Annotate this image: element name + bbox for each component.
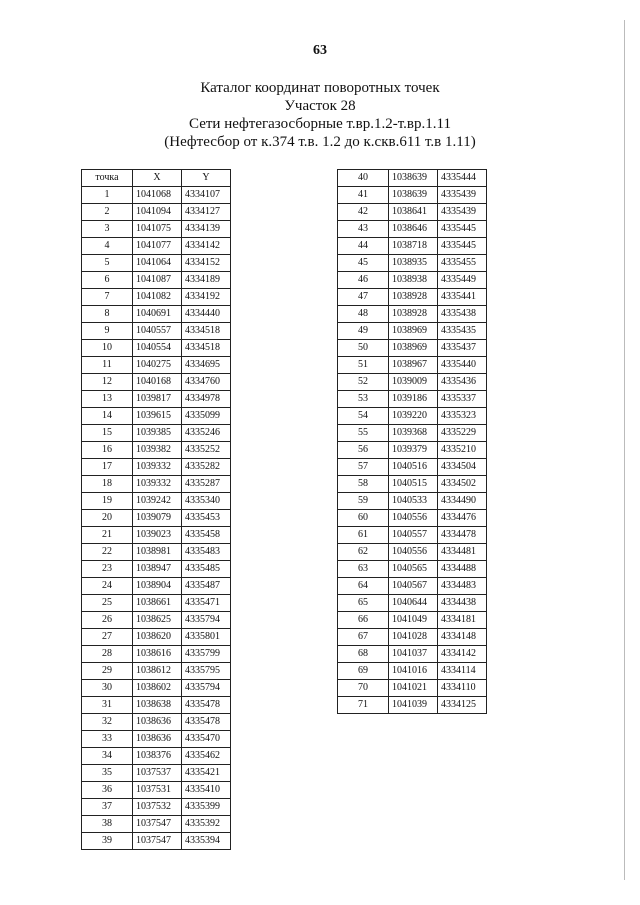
point-cell: 6 xyxy=(82,272,133,289)
point-cell: 2 xyxy=(82,204,133,221)
table-row xyxy=(338,459,487,476)
point-cell: 70 xyxy=(338,680,389,697)
point-cell: 10 xyxy=(82,340,133,357)
y-cell: 4334490 xyxy=(438,493,487,510)
x-cell: 1038612 xyxy=(133,663,182,680)
table-row xyxy=(82,714,231,731)
x-cell: 1039332 xyxy=(133,459,182,476)
y-cell: 4335421 xyxy=(182,765,231,782)
table-row xyxy=(82,323,231,340)
y-cell: 4335478 xyxy=(182,714,231,731)
point-cell: 62 xyxy=(338,544,389,561)
table-row xyxy=(82,442,231,459)
table-row xyxy=(82,833,231,850)
x-cell: 1038969 xyxy=(389,340,438,357)
x-cell: 1040556 xyxy=(389,544,438,561)
x-cell: 1038620 xyxy=(133,629,182,646)
x-cell: 1041077 xyxy=(133,238,182,255)
table-body-right xyxy=(338,170,487,714)
x-cell: 1040556 xyxy=(389,510,438,527)
x-cell: 1037547 xyxy=(133,816,182,833)
point-cell: 3 xyxy=(82,221,133,238)
y-cell: 4334139 xyxy=(182,221,231,238)
table-row xyxy=(82,374,231,391)
title-line: Сети нефтегазосборные т.вр.1.2-т.вр.1.11 xyxy=(189,116,451,132)
table-row xyxy=(338,391,487,408)
table-row xyxy=(338,629,487,646)
point-cell: 54 xyxy=(338,408,389,425)
x-cell: 1038969 xyxy=(389,323,438,340)
header-y: Y xyxy=(182,170,231,187)
y-cell: 4334107 xyxy=(182,187,231,204)
y-cell: 4334504 xyxy=(438,459,487,476)
y-cell: 4334114 xyxy=(438,663,487,680)
y-cell: 4335799 xyxy=(182,646,231,663)
point-cell: 32 xyxy=(82,714,133,731)
table-row xyxy=(82,272,231,289)
point-cell: 36 xyxy=(82,782,133,799)
y-cell: 4334152 xyxy=(182,255,231,272)
table-row xyxy=(82,510,231,527)
point-cell: 65 xyxy=(338,595,389,612)
x-cell: 1038646 xyxy=(389,221,438,238)
table-row xyxy=(338,374,487,391)
x-cell: 1039220 xyxy=(389,408,438,425)
y-cell: 4335441 xyxy=(438,289,487,306)
x-cell: 1041087 xyxy=(133,272,182,289)
page-number: 63 xyxy=(313,43,327,58)
point-cell: 28 xyxy=(82,646,133,663)
y-cell: 4334127 xyxy=(182,204,231,221)
y-cell: 4335462 xyxy=(182,748,231,765)
x-cell: 1038935 xyxy=(389,255,438,272)
x-cell: 1038947 xyxy=(133,561,182,578)
y-cell: 4335794 xyxy=(182,612,231,629)
x-cell: 1041028 xyxy=(389,629,438,646)
y-cell: 4334518 xyxy=(182,340,231,357)
x-cell: 1039332 xyxy=(133,476,182,493)
x-cell: 1038938 xyxy=(389,272,438,289)
y-cell: 4335444 xyxy=(438,170,487,187)
x-cell: 1040565 xyxy=(389,561,438,578)
y-cell: 4334695 xyxy=(182,357,231,374)
table-row xyxy=(338,578,487,595)
point-cell: 34 xyxy=(82,748,133,765)
point-cell: 37 xyxy=(82,799,133,816)
y-cell: 4335453 xyxy=(182,510,231,527)
table-row xyxy=(338,646,487,663)
y-cell: 4335229 xyxy=(438,425,487,442)
y-cell: 4335410 xyxy=(182,782,231,799)
point-cell: 44 xyxy=(338,238,389,255)
y-cell: 4334488 xyxy=(438,561,487,578)
table-row xyxy=(82,595,231,612)
y-cell: 4335436 xyxy=(438,374,487,391)
y-cell: 4335440 xyxy=(438,357,487,374)
table-row xyxy=(338,306,487,323)
point-cell: 43 xyxy=(338,221,389,238)
y-cell: 4335392 xyxy=(182,816,231,833)
x-cell: 1038981 xyxy=(133,544,182,561)
table-row xyxy=(82,340,231,357)
x-cell: 1038928 xyxy=(389,306,438,323)
x-cell: 1039023 xyxy=(133,527,182,544)
x-cell: 1038636 xyxy=(133,731,182,748)
x-cell: 1040168 xyxy=(133,374,182,391)
table-row xyxy=(82,544,231,561)
point-cell: 21 xyxy=(82,527,133,544)
table-row xyxy=(82,357,231,374)
x-cell: 1041082 xyxy=(133,289,182,306)
table-row xyxy=(82,289,231,306)
table-row xyxy=(338,595,487,612)
point-cell: 55 xyxy=(338,425,389,442)
point-cell: 33 xyxy=(82,731,133,748)
point-cell: 46 xyxy=(338,272,389,289)
y-cell: 4335210 xyxy=(438,442,487,459)
y-cell: 4335478 xyxy=(182,697,231,714)
x-cell: 1039379 xyxy=(389,442,438,459)
table-row xyxy=(82,408,231,425)
x-cell: 1040275 xyxy=(133,357,182,374)
point-cell: 17 xyxy=(82,459,133,476)
table-row xyxy=(338,663,487,680)
x-cell: 1038639 xyxy=(389,187,438,204)
y-cell: 4335337 xyxy=(438,391,487,408)
table-row xyxy=(82,493,231,510)
table-row xyxy=(338,255,487,272)
catalog-title xyxy=(0,79,640,151)
point-cell: 40 xyxy=(338,170,389,187)
y-cell: 4335483 xyxy=(182,544,231,561)
point-cell: 52 xyxy=(338,374,389,391)
table-row xyxy=(82,391,231,408)
title-line: Участок 28 xyxy=(284,98,356,114)
x-cell: 1040554 xyxy=(133,340,182,357)
x-cell: 1041075 xyxy=(133,221,182,238)
point-cell: 39 xyxy=(82,833,133,850)
coordinates-table-left xyxy=(81,169,231,850)
y-cell: 4335438 xyxy=(438,306,487,323)
point-cell: 30 xyxy=(82,680,133,697)
table-row xyxy=(82,816,231,833)
title-line: Каталог координат поворотных точек xyxy=(200,80,440,96)
x-cell: 1037531 xyxy=(133,782,182,799)
table-row xyxy=(82,646,231,663)
x-cell: 1040557 xyxy=(133,323,182,340)
point-cell: 61 xyxy=(338,527,389,544)
table-row xyxy=(82,612,231,629)
table-row xyxy=(338,544,487,561)
x-cell: 1039242 xyxy=(133,493,182,510)
point-cell: 9 xyxy=(82,323,133,340)
table-row xyxy=(338,170,487,187)
x-cell: 1041016 xyxy=(389,663,438,680)
y-cell: 4335449 xyxy=(438,272,487,289)
x-cell: 1040691 xyxy=(133,306,182,323)
y-cell: 4335487 xyxy=(182,578,231,595)
x-cell: 1038616 xyxy=(133,646,182,663)
point-cell: 60 xyxy=(338,510,389,527)
y-cell: 4334192 xyxy=(182,289,231,306)
table-row xyxy=(82,459,231,476)
table-row xyxy=(338,408,487,425)
page-edge-line xyxy=(624,20,625,880)
y-cell: 4335455 xyxy=(438,255,487,272)
table-row xyxy=(82,306,231,323)
y-cell: 4335445 xyxy=(438,221,487,238)
table-row xyxy=(82,765,231,782)
y-cell: 4334483 xyxy=(438,578,487,595)
y-cell: 4335287 xyxy=(182,476,231,493)
table-row xyxy=(82,561,231,578)
y-cell: 4335340 xyxy=(182,493,231,510)
x-cell: 1039817 xyxy=(133,391,182,408)
x-cell: 1041049 xyxy=(389,612,438,629)
x-cell: 1040567 xyxy=(389,578,438,595)
y-cell: 4334125 xyxy=(438,697,487,714)
y-cell: 4335439 xyxy=(438,204,487,221)
table-row xyxy=(82,782,231,799)
table-row xyxy=(82,629,231,646)
y-cell: 4335437 xyxy=(438,340,487,357)
table-row xyxy=(338,680,487,697)
point-cell: 51 xyxy=(338,357,389,374)
x-cell: 1037547 xyxy=(133,833,182,850)
table-row xyxy=(82,680,231,697)
y-cell: 4335252 xyxy=(182,442,231,459)
table-row xyxy=(338,272,487,289)
table-row xyxy=(82,476,231,493)
header-point: точка xyxy=(82,170,133,187)
point-cell: 38 xyxy=(82,816,133,833)
table-row xyxy=(338,425,487,442)
x-cell: 1041094 xyxy=(133,204,182,221)
point-cell: 8 xyxy=(82,306,133,323)
x-cell: 1039615 xyxy=(133,408,182,425)
point-cell: 22 xyxy=(82,544,133,561)
x-cell: 1040515 xyxy=(389,476,438,493)
table-row xyxy=(338,323,487,340)
table-row xyxy=(82,578,231,595)
table-row xyxy=(338,612,487,629)
point-cell: 42 xyxy=(338,204,389,221)
point-cell: 7 xyxy=(82,289,133,306)
point-cell: 27 xyxy=(82,629,133,646)
table-row xyxy=(338,221,487,238)
x-cell: 1037532 xyxy=(133,799,182,816)
table-row xyxy=(82,238,231,255)
table-row xyxy=(82,221,231,238)
x-cell: 1040644 xyxy=(389,595,438,612)
point-cell: 12 xyxy=(82,374,133,391)
point-cell: 53 xyxy=(338,391,389,408)
y-cell: 4334181 xyxy=(438,612,487,629)
point-cell: 58 xyxy=(338,476,389,493)
point-cell: 1 xyxy=(82,187,133,204)
y-cell: 4334978 xyxy=(182,391,231,408)
point-cell: 13 xyxy=(82,391,133,408)
y-cell: 4334142 xyxy=(438,646,487,663)
y-cell: 4334110 xyxy=(438,680,487,697)
y-cell: 4335246 xyxy=(182,425,231,442)
point-cell: 64 xyxy=(338,578,389,595)
y-cell: 4334148 xyxy=(438,629,487,646)
point-cell: 69 xyxy=(338,663,389,680)
x-cell: 1040533 xyxy=(389,493,438,510)
x-cell: 1038661 xyxy=(133,595,182,612)
point-cell: 63 xyxy=(338,561,389,578)
point-cell: 18 xyxy=(82,476,133,493)
y-cell: 4334189 xyxy=(182,272,231,289)
y-cell: 4335458 xyxy=(182,527,231,544)
point-cell: 68 xyxy=(338,646,389,663)
point-cell: 23 xyxy=(82,561,133,578)
x-cell: 1038376 xyxy=(133,748,182,765)
point-cell: 20 xyxy=(82,510,133,527)
point-cell: 57 xyxy=(338,459,389,476)
table-row xyxy=(82,697,231,714)
table-row xyxy=(82,799,231,816)
y-cell: 4334438 xyxy=(438,595,487,612)
point-cell: 47 xyxy=(338,289,389,306)
point-cell: 15 xyxy=(82,425,133,442)
x-cell: 1038718 xyxy=(389,238,438,255)
table-row xyxy=(338,697,487,714)
y-cell: 4335439 xyxy=(438,187,487,204)
table-header-row xyxy=(82,170,231,187)
y-cell: 4335099 xyxy=(182,408,231,425)
table-row xyxy=(338,442,487,459)
y-cell: 4335399 xyxy=(182,799,231,816)
table-row xyxy=(82,663,231,680)
point-cell: 11 xyxy=(82,357,133,374)
y-cell: 4334518 xyxy=(182,323,231,340)
table-row xyxy=(338,204,487,221)
x-cell: 1040516 xyxy=(389,459,438,476)
table-row xyxy=(338,187,487,204)
table-body-left xyxy=(82,187,231,850)
y-cell: 4335795 xyxy=(182,663,231,680)
point-cell: 16 xyxy=(82,442,133,459)
point-cell: 66 xyxy=(338,612,389,629)
y-cell: 4335485 xyxy=(182,561,231,578)
y-cell: 4334760 xyxy=(182,374,231,391)
point-cell: 71 xyxy=(338,697,389,714)
y-cell: 4334142 xyxy=(182,238,231,255)
table-row xyxy=(82,204,231,221)
header-x: X xyxy=(133,170,182,187)
x-cell: 1039382 xyxy=(133,442,182,459)
table-row xyxy=(338,476,487,493)
point-cell: 45 xyxy=(338,255,389,272)
x-cell: 1038602 xyxy=(133,680,182,697)
x-cell: 1038625 xyxy=(133,612,182,629)
x-cell: 1039368 xyxy=(389,425,438,442)
y-cell: 4335471 xyxy=(182,595,231,612)
x-cell: 1038641 xyxy=(389,204,438,221)
point-cell: 14 xyxy=(82,408,133,425)
table-row xyxy=(338,340,487,357)
point-cell: 67 xyxy=(338,629,389,646)
point-cell: 25 xyxy=(82,595,133,612)
table-row xyxy=(338,527,487,544)
table-row xyxy=(82,187,231,204)
x-cell: 1039009 xyxy=(389,374,438,391)
point-cell: 48 xyxy=(338,306,389,323)
table-row xyxy=(338,510,487,527)
x-cell: 1041037 xyxy=(389,646,438,663)
table-row xyxy=(82,731,231,748)
table-row xyxy=(338,493,487,510)
y-cell: 4334478 xyxy=(438,527,487,544)
y-cell: 4334481 xyxy=(438,544,487,561)
title-line: (Нефтесбор от к.374 т.в. 1.2 до к.скв.611 т.в 1.11) xyxy=(164,134,476,150)
point-cell: 49 xyxy=(338,323,389,340)
x-cell: 1038638 xyxy=(133,697,182,714)
x-cell: 1037537 xyxy=(133,765,182,782)
point-cell: 5 xyxy=(82,255,133,272)
x-cell: 1041068 xyxy=(133,187,182,204)
y-cell: 4335323 xyxy=(438,408,487,425)
x-cell: 1040557 xyxy=(389,527,438,544)
point-cell: 50 xyxy=(338,340,389,357)
point-cell: 26 xyxy=(82,612,133,629)
y-cell: 4334440 xyxy=(182,306,231,323)
y-cell: 4335435 xyxy=(438,323,487,340)
table-row xyxy=(338,238,487,255)
table-row xyxy=(82,255,231,272)
x-cell: 1038636 xyxy=(133,714,182,731)
point-cell: 19 xyxy=(82,493,133,510)
x-cell: 1041039 xyxy=(389,697,438,714)
y-cell: 4334476 xyxy=(438,510,487,527)
table-row xyxy=(82,527,231,544)
y-cell: 4335445 xyxy=(438,238,487,255)
table-row xyxy=(338,289,487,306)
y-cell: 4335801 xyxy=(182,629,231,646)
y-cell: 4334502 xyxy=(438,476,487,493)
point-cell: 29 xyxy=(82,663,133,680)
point-cell: 35 xyxy=(82,765,133,782)
point-cell: 4 xyxy=(82,238,133,255)
x-cell: 1041064 xyxy=(133,255,182,272)
y-cell: 4335394 xyxy=(182,833,231,850)
table-row xyxy=(82,748,231,765)
x-cell: 1039186 xyxy=(389,391,438,408)
point-cell: 24 xyxy=(82,578,133,595)
x-cell: 1038967 xyxy=(389,357,438,374)
point-cell: 59 xyxy=(338,493,389,510)
table-row xyxy=(338,561,487,578)
x-cell: 1038904 xyxy=(133,578,182,595)
x-cell: 1039385 xyxy=(133,425,182,442)
point-cell: 41 xyxy=(338,187,389,204)
point-cell: 56 xyxy=(338,442,389,459)
x-cell: 1038928 xyxy=(389,289,438,306)
y-cell: 4335470 xyxy=(182,731,231,748)
coordinates-table-right xyxy=(337,169,487,714)
x-cell: 1041021 xyxy=(389,680,438,697)
y-cell: 4335282 xyxy=(182,459,231,476)
x-cell: 1038639 xyxy=(389,170,438,187)
point-cell: 31 xyxy=(82,697,133,714)
y-cell: 4335794 xyxy=(182,680,231,697)
table-row xyxy=(82,425,231,442)
table-row xyxy=(338,357,487,374)
x-cell: 1039079 xyxy=(133,510,182,527)
